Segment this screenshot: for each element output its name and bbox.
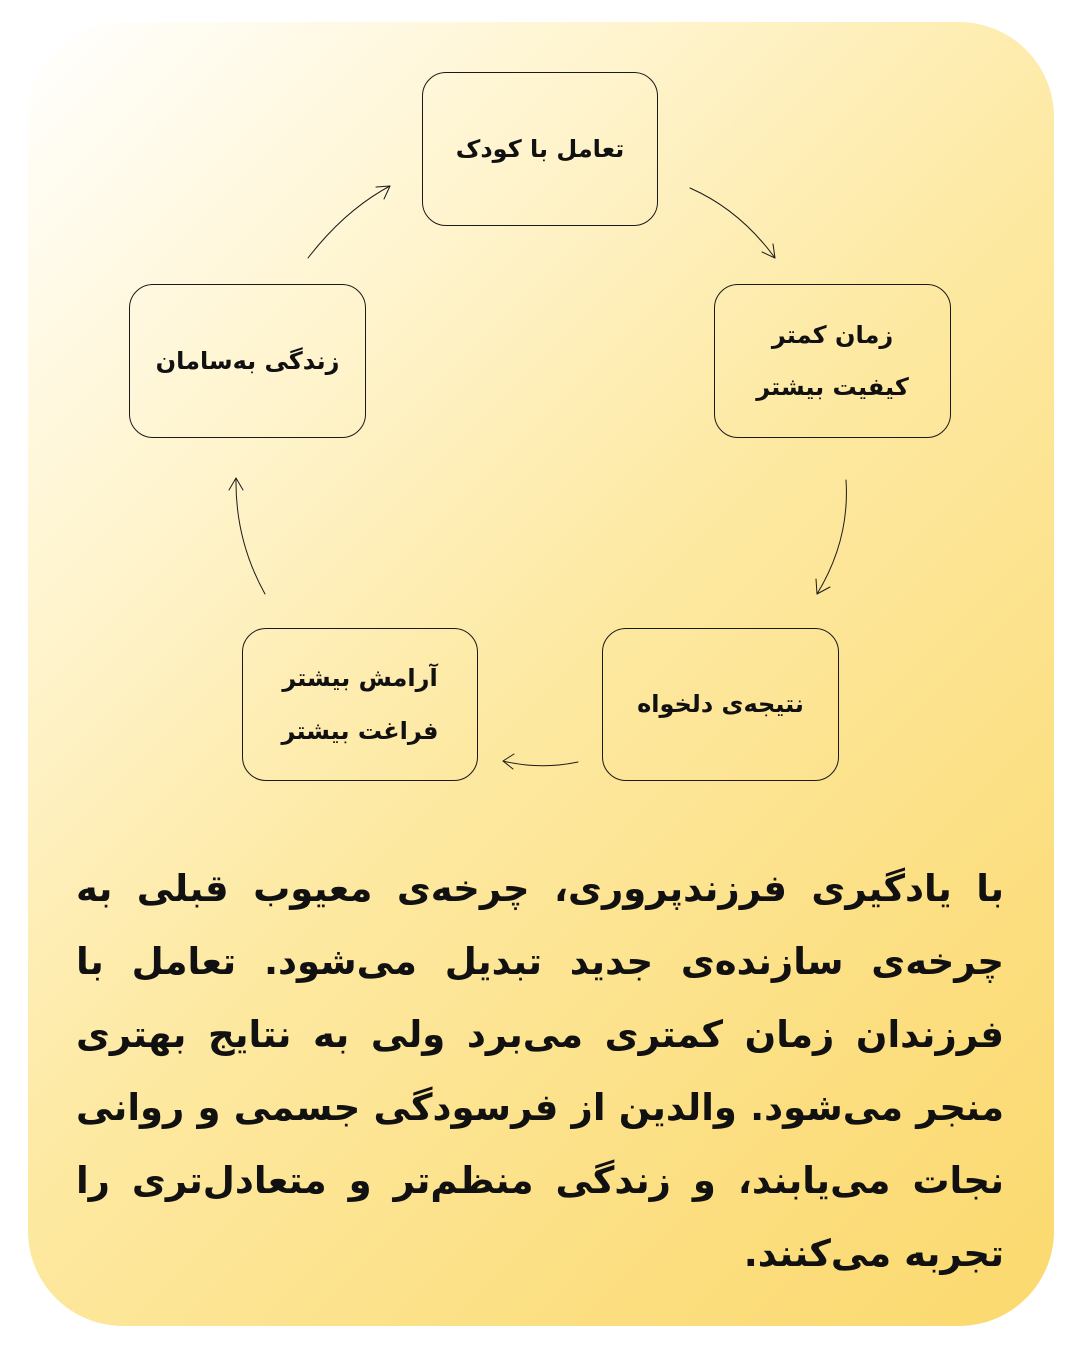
arrow-less-time-to-desired-result [816, 480, 846, 594]
arrow-interaction-to-less-time [690, 188, 775, 258]
node-label: تعامل با کودک [455, 134, 625, 163]
node-label: زندگی به‌سامان [155, 346, 340, 375]
node-orderly-life [129, 284, 366, 438]
node-label: نتیجه‌ی دلخواه [637, 690, 804, 719]
node-desired-result [602, 628, 839, 781]
body-paragraph: با یادگیری فرزندپروری، چرخه‌ی معیوب قبلی به چرخه‌ی سازنده‌ی جدید تبدیل می‌شود. تعامل با فرزندان زمان کمتری می‌برد ولی به نتایج بهتری منجر می‌شود. والدین از فرسودگی جسمی و روانی نجات می‌یابند، و زندگی منظم‌تر و متعادل‌تری را تجربه می‌کنند. [76, 867, 1004, 1275]
node-label: آرامش بیشتر [282, 664, 438, 693]
node-label: فراغت بیشتر [281, 716, 439, 745]
node-label: کیفیت بیشتر [756, 373, 909, 401]
node-interaction [422, 72, 658, 226]
arrow-desired-result-to-more-calm [503, 754, 578, 769]
node-less-time [714, 284, 951, 438]
arrow-orderly-life-to-interaction [308, 186, 390, 258]
arrow-more-calm-to-orderly-life [229, 478, 265, 594]
node-more-calm [242, 628, 478, 781]
node-label: زمان کمتر [771, 320, 894, 349]
